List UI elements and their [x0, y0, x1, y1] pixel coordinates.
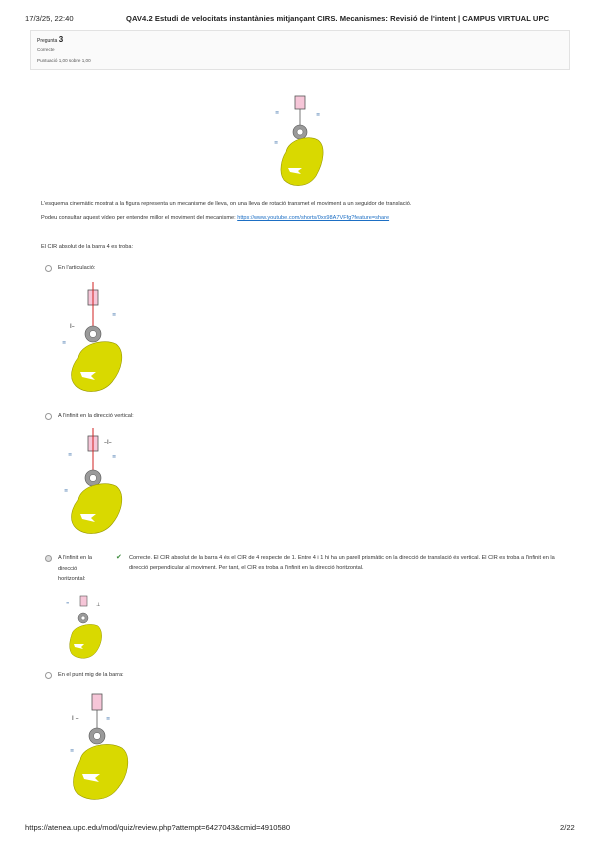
svg-text:≡: ≡: [106, 716, 111, 722]
svg-text:I–: I–: [70, 323, 75, 330]
option-d-label: En el punt mig de la barra:: [58, 672, 124, 678]
option-a-label: En l'articulació:: [58, 265, 96, 271]
feedback-text: Correcte. El CIR absolut de la barra 4 és el CIR de 4 respecte de 1. Entre 4 i 1 hi ha un parell prismàtic on la direcció de translació és vertical. El CIR es troba a l'infinit en la direcció perpendicular al moviment. Per tant, el CIR es troba a l'infinit en la direcció horitzontal.: [129, 555, 555, 571]
svg-text:≡: ≡: [64, 488, 69, 494]
svg-text:≡: ≡: [112, 454, 117, 460]
main-mechanism-figure: [268, 92, 332, 192]
svg-text:I –: I –: [72, 715, 79, 722]
question-text-1: L'esquema cinemàtic mostrat a la figura representa un mecanisme de lleva, on una lleva de rotació transmet el moviment a un seguidor de translació.: [41, 201, 412, 207]
page-title: QAV4.2 Estudi de velocitats instantànies mitjançant CIRS. Mecanismes: Revisió de l'intent | CAMPUS VIRTUAL UPC: [126, 14, 550, 23]
question-label: [37, 35, 63, 44]
video-link[interactable]: https://www.youtube.com/shorts/0xx98A7VFfg?feature=share: [237, 215, 390, 221]
question-text-2: [41, 215, 389, 221]
question-text-2-prefix: Podeu consultar aquest vídeo per entendre millor el moviment del mecanisme:: [41, 215, 238, 221]
option-d-figure: [64, 686, 134, 806]
question-label-text: Pregunta: [37, 38, 58, 44]
page-number: 2/22: [560, 823, 575, 832]
question-points: Puntuació 1,00 sobre 1,00: [37, 58, 91, 63]
svg-text:≡: ≡: [274, 140, 279, 146]
option-c-radio[interactable]: [45, 555, 52, 562]
question-status: Correcte: [37, 47, 55, 52]
option-c-figure: [62, 592, 110, 664]
question-info-box: [30, 30, 570, 70]
option-d-radio[interactable]: [45, 672, 52, 679]
page-url: https://atenea.upc.edu/mod/quiz/review.php?attempt=6427043&cmid=4910580: [25, 823, 291, 832]
option-b-label: A l'infinit en la direcció vertical:: [58, 413, 134, 419]
svg-text:–I–: –I–: [104, 439, 112, 446]
svg-text:≡: ≡: [66, 600, 70, 605]
svg-text:≡: ≡: [275, 110, 280, 116]
svg-text:≡: ≡: [316, 112, 321, 118]
option-c-label: A l'infinit en la direcció horitzontal:: [58, 555, 93, 582]
page-header: [0, 12, 599, 26]
svg-text:⊥: ⊥: [96, 602, 101, 608]
question-prompt: El CIR absolut de la barra 4 es troba:: [41, 244, 134, 250]
svg-text:≡: ≡: [112, 312, 117, 318]
check-icon: ✔: [116, 554, 122, 561]
option-b-radio[interactable]: [45, 413, 52, 420]
print-date: 17/3/25, 22:40: [25, 14, 74, 23]
svg-text:≡: ≡: [70, 748, 75, 754]
svg-text:≡: ≡: [68, 452, 73, 458]
question-number: 3: [58, 35, 64, 44]
option-a-figure: [60, 282, 130, 398]
svg-text:≡: ≡: [62, 340, 67, 346]
option-a-radio[interactable]: [45, 265, 52, 272]
option-b-figure: [60, 428, 130, 544]
